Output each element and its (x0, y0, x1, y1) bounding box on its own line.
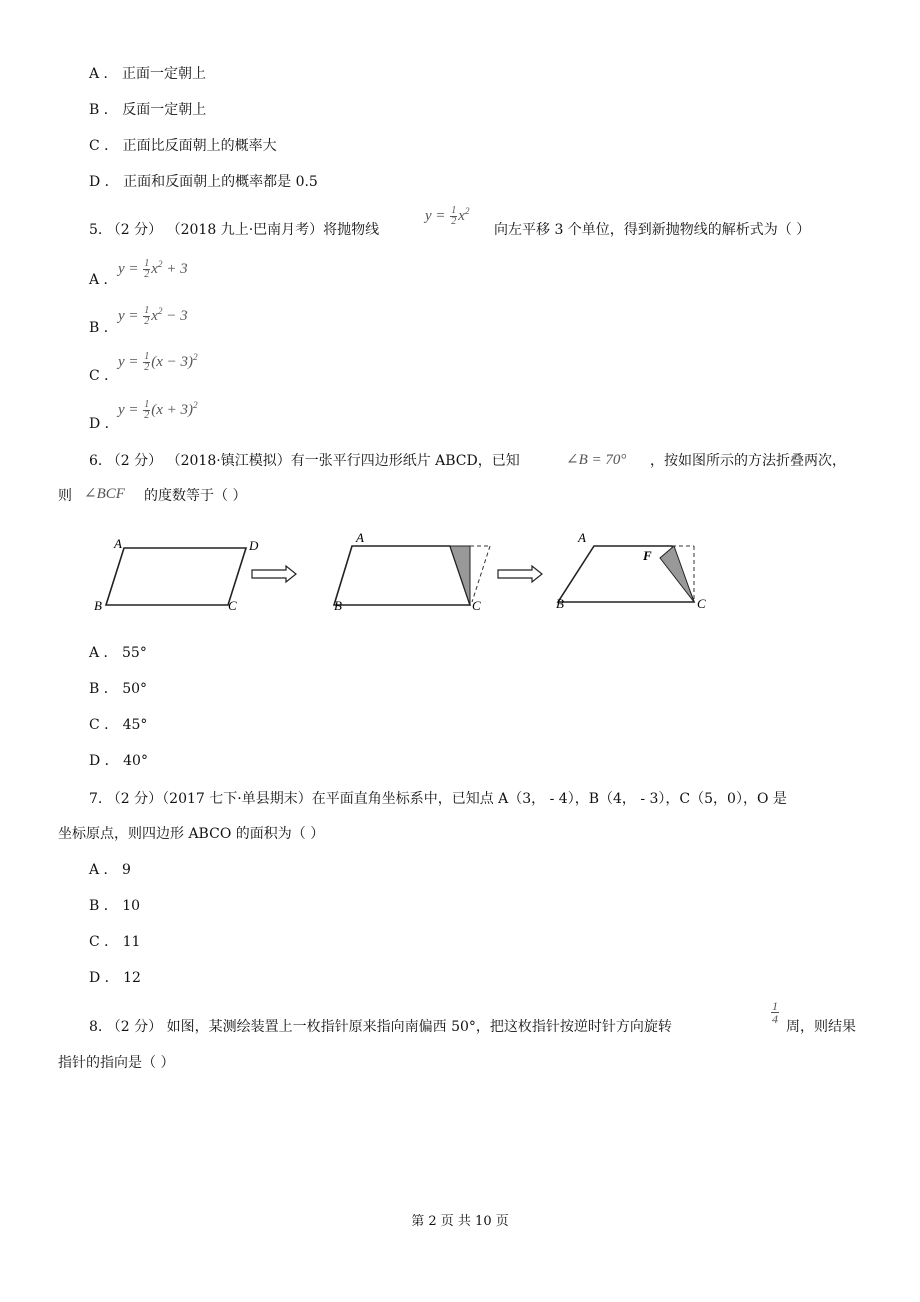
q6-option-c: C ． 45° (89, 717, 148, 733)
q8-stem-a: 8. （2 分） 如图，某测绘装置上一枚指针原来指向南偏西 50°，把这枚指针按逆时针方向旋转 (89, 1019, 672, 1035)
q7-stem-b: 坐标原点，则四边形 ABCO 的面积为（ ） (58, 826, 325, 842)
label-b-2: B (334, 598, 342, 613)
page-footer: 第 2 页 共 10 页 (411, 1214, 509, 1229)
q5-option-b-label: B ． (89, 320, 118, 336)
q6-option-a: A ． 55° (89, 645, 147, 661)
q6-figure (94, 530, 720, 615)
q6-stem-d: 的度数等于（ ） (144, 488, 247, 504)
second-fold-flap (660, 546, 694, 602)
q6-option-d: D ． 40° (89, 753, 148, 769)
q6-angle-bcf: ∠BCF (84, 486, 125, 502)
q7-stem-a: 7. （2 分）（2017 七下·单县期末）在平面直角坐标系中，已知点 A（3， - 4），B（4， - 3），C（5，0），O 是 (89, 791, 787, 807)
q5-option-b-formula: y = $\frac{1}{2}$ $x^2 - 3$ (118, 305, 188, 328)
label-a-3: A (578, 530, 586, 545)
label-a-1: A (114, 536, 122, 551)
label-c-3: C (697, 596, 706, 611)
arrow-right-icon (498, 566, 542, 582)
label-b-3: B (556, 596, 564, 611)
q5-stem-b: 向左平移 3 个单位，得到新抛物线的解析式为（ ） (494, 222, 811, 238)
q5-option-a-formula: y = $\frac{1}{2}$ $x^2 + 3$ (118, 258, 188, 281)
q8-fraction-quarter: $\frac{1}{4}$ (772, 999, 778, 1026)
q6-stem-a: 6. （2 分） （2018·镇江模拟）有一张平行四边形纸片 ABCD，已知 (89, 453, 520, 469)
arrow-right-icon (252, 566, 296, 582)
first-fold-flap (450, 546, 470, 605)
label-a-2: A (356, 530, 364, 545)
q5-option-d-formula: y = $\frac{1}{2}$ $(x + 3)^2$ (118, 399, 198, 422)
q4-option-a: A ． 正面一定朝上 (89, 66, 207, 82)
q4-option-b: B ． 反面一定朝上 (89, 102, 207, 118)
label-d-1: D (249, 538, 259, 553)
q5-option-d-label: D ． (89, 416, 119, 432)
q8-stem-a2: 周，则结果 (786, 1019, 856, 1035)
q7-option-b: B ． 10 (89, 898, 141, 914)
q6-stem-c: 则 (58, 488, 72, 504)
label-f-3: F (643, 548, 652, 563)
label-b-1: B (94, 598, 102, 613)
q5-option-c-label: C ． (89, 368, 119, 384)
first-fold-shape (334, 546, 470, 605)
q6-option-b: B ． 50° (89, 681, 148, 697)
q7-option-c: C ． 11 (89, 934, 141, 950)
q6-angle-b: ∠B = 70° (566, 452, 627, 468)
q5-stem-a: 5. （2 分） （2018 九上·巴南月考）将抛物线 (89, 222, 380, 238)
q7-option-d: D ． 12 (89, 970, 141, 986)
label-c-2: C (472, 598, 481, 613)
q7-option-a: A ． 9 (89, 862, 131, 878)
parallelogram-abcd (106, 548, 246, 605)
q5-formula: y = $\frac{1}{2}$ $x^2$ (425, 205, 470, 228)
q5-option-c-formula: y = $\frac{1}{2}$ $(x - 3)^2$ (118, 351, 198, 374)
q8-stem-b: 指针的指向是（ ） (58, 1055, 175, 1071)
q4-option-c: C ． 正面比反面朝上的概率大 (89, 138, 277, 154)
label-c-1: C (228, 598, 237, 613)
q5-option-a-label: A ． (89, 272, 118, 288)
q6-stem-b: ，按如图所示的方法折叠两次， (650, 453, 846, 469)
q4-option-d: D ． 正面和反面朝上的概率都是 0.5 (89, 174, 318, 190)
